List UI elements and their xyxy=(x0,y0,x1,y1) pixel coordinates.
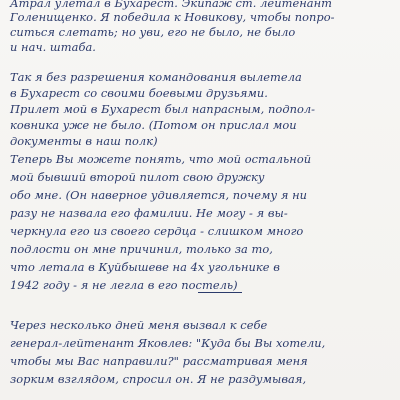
text-line: ковника уже не было. (Потом он прислал мои xyxy=(10,118,297,132)
text-line: что летала в Куйбышеве на 4х угольнике в xyxy=(10,260,280,274)
text-line: обо мне. (Он наверное удивляется, почему я ни xyxy=(10,188,308,202)
text-line: 1942 году - я не легла в его постель) xyxy=(10,278,238,292)
text-line: зорким взглядом, спросил он. Я не раздумывая, xyxy=(10,372,307,386)
text-line: Прилет мой в Бухарест был напрасным, подпол- xyxy=(10,102,316,116)
text-line: Через несколько дней меня вызвал к себе xyxy=(10,318,268,332)
underline-mark xyxy=(198,292,242,293)
text-line: генерал-лейтенант Яковлев: "Куда бы Вы хотели, xyxy=(10,336,326,350)
text-line: подлости он мне причинил, только за то, xyxy=(10,242,273,256)
text-line: в Бухарест со своими боевыми друзьями. xyxy=(10,86,268,100)
text-line: Голенищенко. Я победила к Новикову, чтобы попро- xyxy=(10,10,335,24)
text-line: разу не назвала его фамилии. Не могу - я вы- xyxy=(10,206,288,220)
text-line: и нач. штаба. xyxy=(10,40,96,54)
text-line: ситься слетать; но уви, его не было, не было xyxy=(10,25,296,39)
text-line: Теперь Вы можете понять, что мой остальной xyxy=(10,152,312,166)
text-line: документы в наш полк) xyxy=(10,134,158,148)
text-line: чтобы мы Вас направили?" рассматривая меня xyxy=(10,354,308,368)
text-line: мой бывший второй пилот свою дружку xyxy=(10,170,265,184)
text-line: Так я без разрешения командования вылетела xyxy=(10,70,302,84)
text-line: черкнула его из своего сердца - слишком много xyxy=(10,224,304,238)
text-line: Атрал улетал в Бухарест. Экипаж ст. лейтенант xyxy=(10,0,333,10)
